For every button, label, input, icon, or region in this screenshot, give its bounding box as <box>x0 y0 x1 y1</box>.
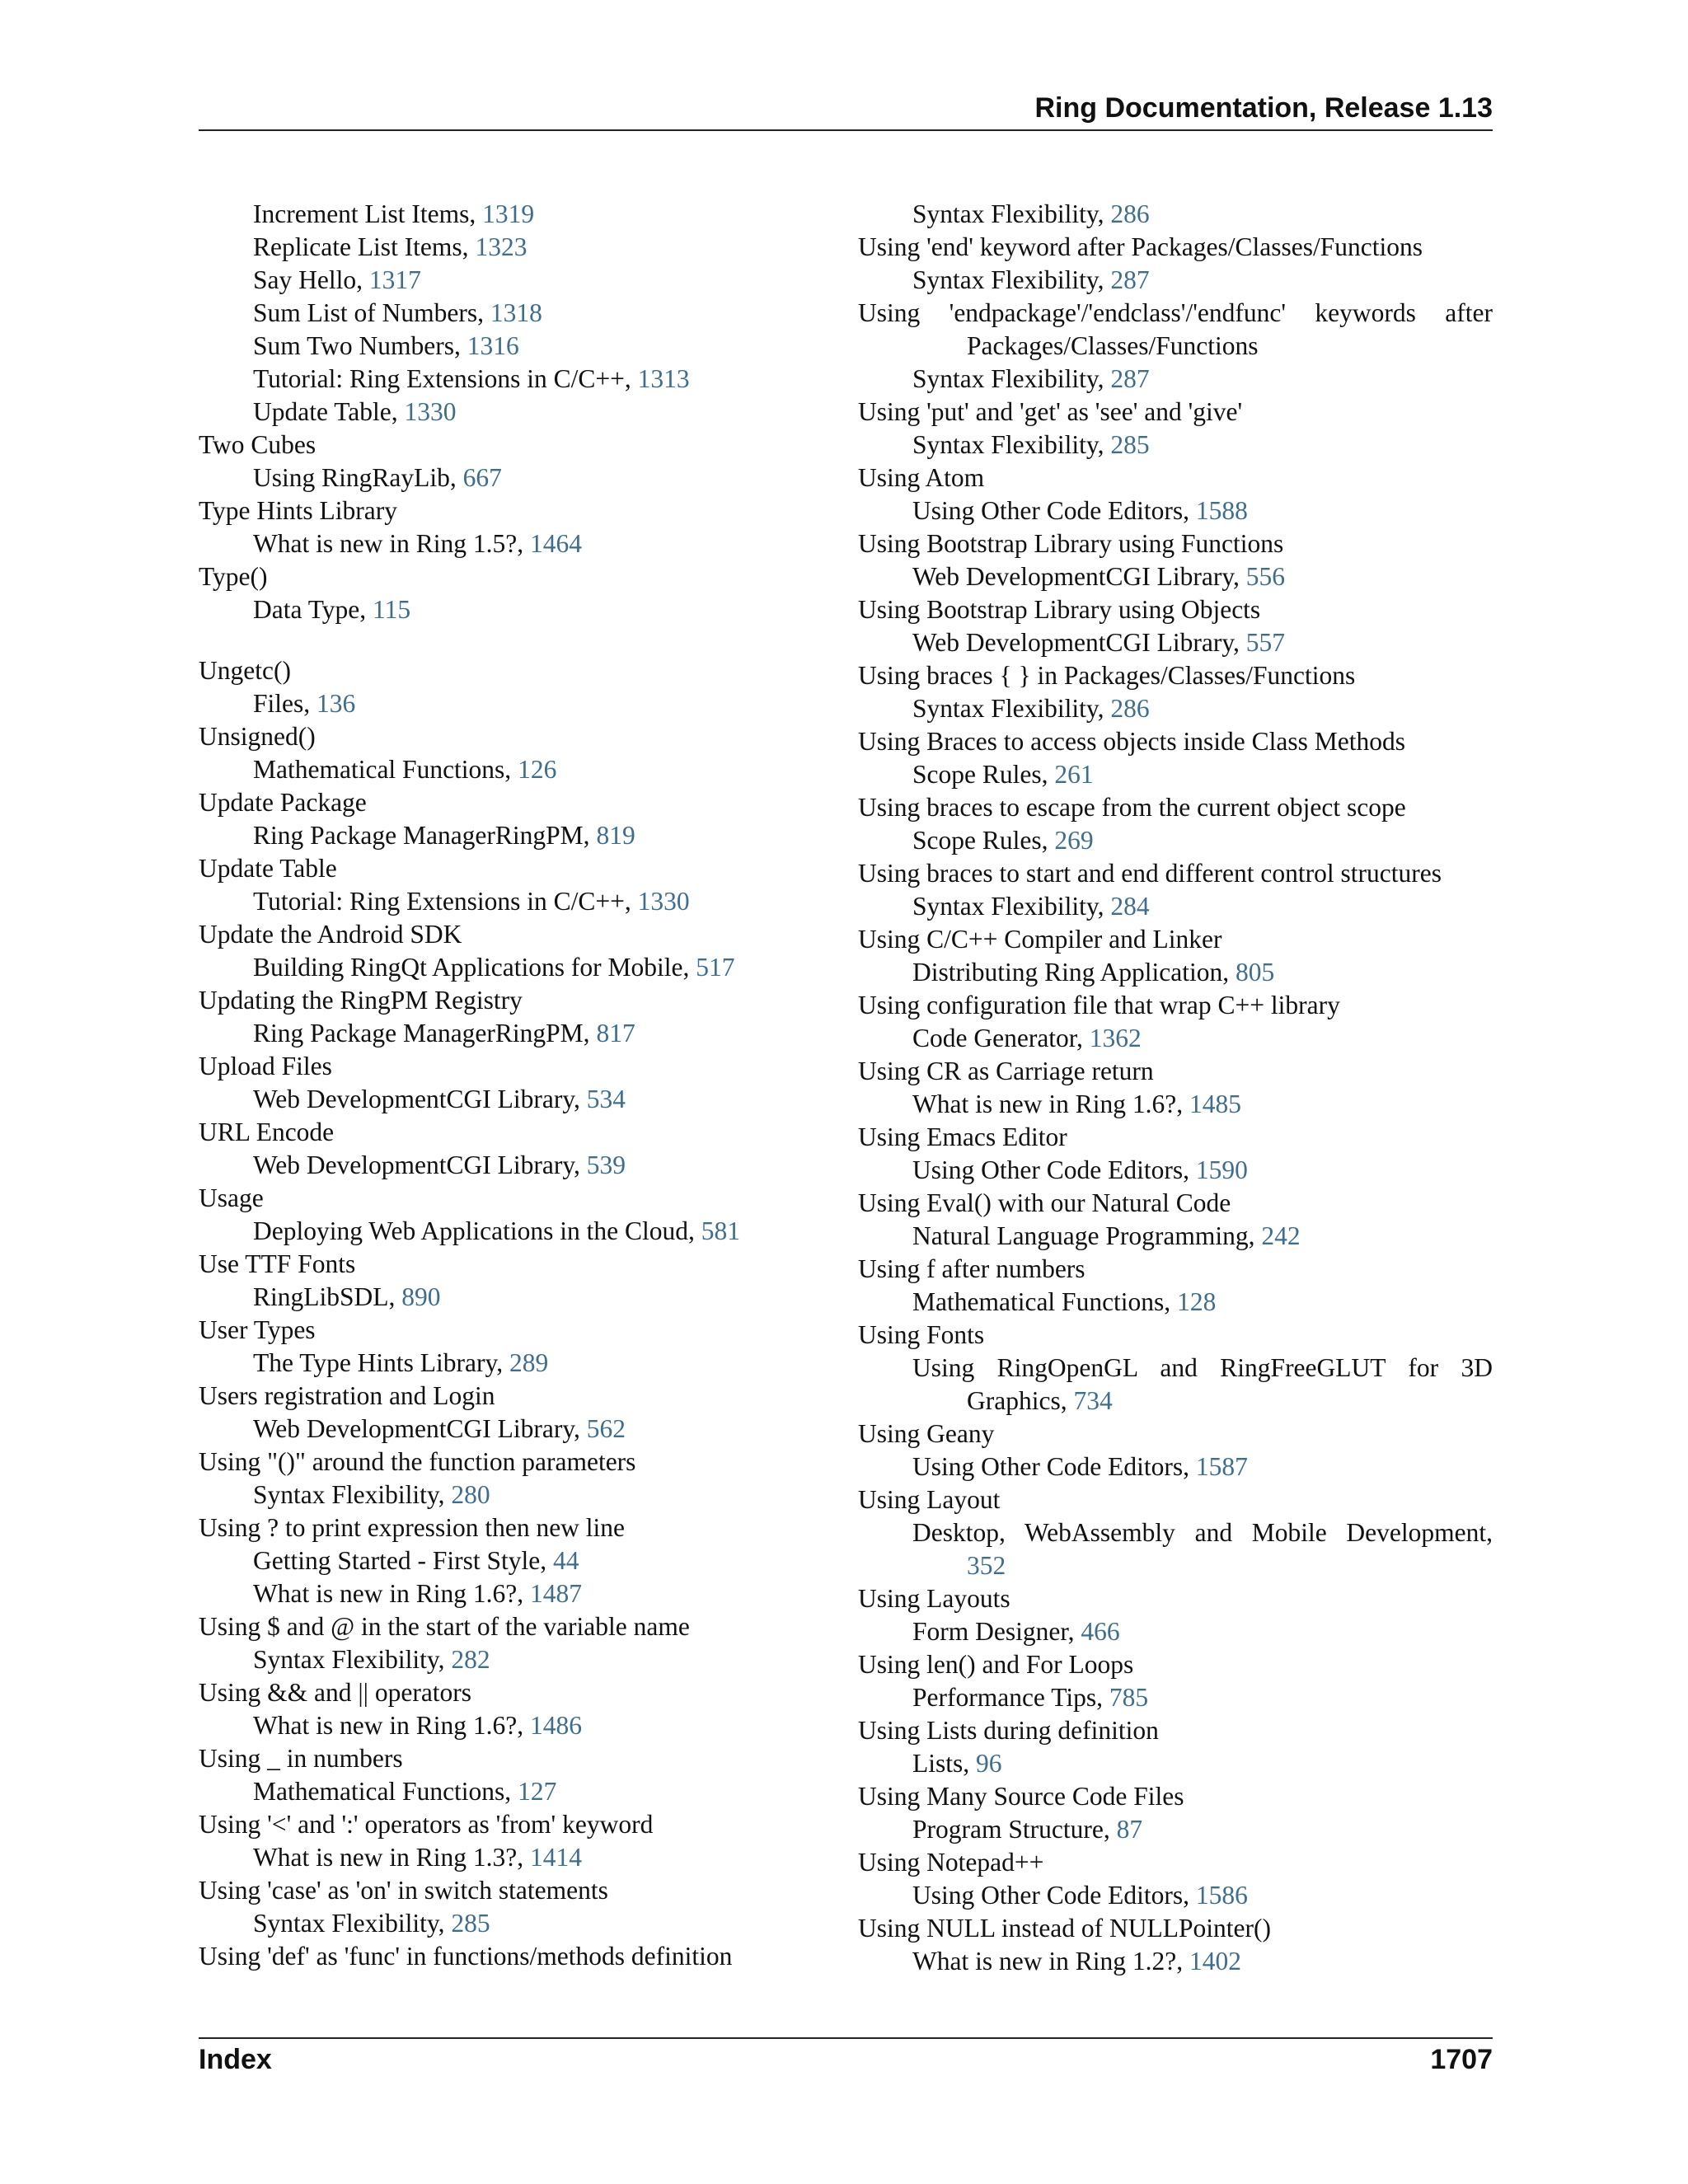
index-subentry <box>199 951 833 984</box>
page-link[interactable]: 128 <box>1177 1287 1217 1316</box>
index-entry-text: Web DevelopmentCGI Library, <box>253 1151 587 1179</box>
index-term <box>858 231 1493 264</box>
page-link[interactable]: 269 <box>1054 826 1094 855</box>
index-entry-text: Syntax Flexibility, <box>912 265 1111 294</box>
index-entry-text: Ungetc() <box>199 656 291 685</box>
index-term <box>858 1187 1493 1220</box>
index-term <box>858 1780 1493 1813</box>
index-entry-text: Update Package <box>199 788 367 817</box>
index-entry-text: Using Other Code Editors, <box>912 496 1196 525</box>
page-link[interactable]: 352 <box>967 1551 1006 1580</box>
page-link[interactable]: 1323 <box>475 232 528 261</box>
index-term <box>858 1912 1493 1945</box>
index-term <box>858 462 1493 494</box>
index-entry-text: Data Type, <box>253 595 373 624</box>
page-link[interactable]: 466 <box>1081 1617 1120 1646</box>
index-entry-text: Using Bootstrap Library using Objects <box>858 595 1261 624</box>
page-link[interactable]: 96 <box>976 1749 1002 1778</box>
index-term <box>858 1846 1493 1879</box>
index-term <box>199 984 833 1017</box>
page-link[interactable]: 126 <box>518 755 557 784</box>
index-subentry <box>199 1017 833 1050</box>
index-entry-text: Using braces to start and end different control structures <box>858 859 1442 888</box>
index-subentry <box>858 1879 1493 1912</box>
index-subentry <box>199 396 833 429</box>
index-term <box>199 1116 833 1149</box>
index-entry-text: Using Bootstrap Library using Functions <box>858 529 1284 558</box>
index-subentry <box>199 363 833 396</box>
index-subentry <box>858 890 1493 923</box>
index-subentry <box>858 1451 1493 1483</box>
index-subentry <box>199 1544 833 1577</box>
index-subentry <box>199 1149 833 1182</box>
page-link[interactable]: 517 <box>696 953 735 982</box>
index-subentry <box>199 264 833 297</box>
page-link[interactable]: 1319 <box>482 199 535 228</box>
page-link[interactable]: 890 <box>401 1282 441 1311</box>
index-entry-text: Using Layouts <box>858 1584 1010 1613</box>
index-subentry <box>199 297 833 330</box>
index-entry-text: Scope Rules, <box>912 826 1055 855</box>
index-term <box>199 1248 833 1281</box>
index-subentry <box>858 692 1493 725</box>
index-entry-text: Update the Android SDK <box>199 920 462 949</box>
index-entry-text: Using Other Code Editors, <box>912 1452 1196 1481</box>
index-entry-text: URL Encode <box>199 1118 335 1146</box>
page-link[interactable]: 287 <box>1110 364 1150 393</box>
index-entry-text: Users registration and Login <box>199 1381 495 1410</box>
page-link[interactable]: 261 <box>1054 760 1094 789</box>
index-entry-text: Using Layout <box>858 1485 1001 1514</box>
page-link[interactable]: 242 <box>1261 1221 1301 1250</box>
index-entry-text: Natural Language Programming, <box>912 1221 1262 1250</box>
footer-section-label: Index <box>199 2044 272 2075</box>
index-entry-text: Using 'put' and 'get' as 'see' and 'give' <box>858 397 1243 426</box>
index-term <box>858 1582 1493 1615</box>
index-subentry <box>858 1286 1493 1319</box>
index-entry-text: Mathematical Functions, <box>253 755 518 784</box>
page-link[interactable]: 1313 <box>637 364 690 393</box>
page-link[interactable]: 805 <box>1236 958 1275 987</box>
index-entry-text: Update Table <box>199 854 337 883</box>
index-entry-text: Graphics, <box>967 1386 1074 1415</box>
footer-rule <box>199 2037 1493 2039</box>
page-link[interactable]: 1590 <box>1195 1155 1248 1184</box>
index-entry-text: User Types <box>199 1315 316 1344</box>
index-entry-text: Using Other Code Editors, <box>912 1881 1196 1910</box>
page-link[interactable]: 136 <box>316 689 356 718</box>
page-link[interactable]: 581 <box>701 1216 740 1245</box>
index-subentry <box>858 1022 1493 1055</box>
index-entry-text: Using Braces to access objects inside Class Methods <box>858 727 1406 756</box>
index-subentry <box>199 231 833 264</box>
index-term <box>199 1050 833 1083</box>
index-subentry <box>858 264 1493 297</box>
index-entry-text: Performance Tips, <box>912 1683 1109 1712</box>
index-entry-text: Using Notepad++ <box>858 1848 1044 1877</box>
index-entry-text: Using len() and For Loops <box>858 1650 1134 1679</box>
page-link[interactable]: 667 <box>462 463 502 492</box>
index-subentry <box>858 198 1493 231</box>
index-entry-text: Using Atom <box>858 463 985 492</box>
index-term <box>858 297 1493 330</box>
index-term <box>858 1418 1493 1451</box>
index-subentry <box>199 462 833 494</box>
index-entry-text: Using f after numbers <box>858 1254 1085 1283</box>
index-continuation <box>858 1385 1493 1418</box>
page-link[interactable]: 282 <box>451 1645 490 1674</box>
index-entry-text: Using C/C++ Compiler and Linker <box>858 925 1222 954</box>
index-entry-text: Getting Started - First Style, <box>253 1546 553 1575</box>
index-term <box>858 659 1493 692</box>
index-subentry <box>199 1215 833 1248</box>
index-term <box>858 923 1493 956</box>
index-entry-text: Deploying Web Applications in the Cloud, <box>253 1216 701 1245</box>
index-term <box>858 396 1493 429</box>
page-link[interactable]: 785 <box>1109 1683 1149 1712</box>
index-entry-text: Scope Rules, <box>912 760 1055 789</box>
page-link[interactable]: 1487 <box>529 1579 582 1608</box>
index-subentry <box>199 1083 833 1116</box>
index-subentry <box>199 1643 833 1676</box>
index-entry-text: Web DevelopmentCGI Library, <box>912 628 1246 657</box>
index-entry-text: Using Lists during definition <box>858 1716 1159 1745</box>
page-link[interactable]: 534 <box>586 1085 626 1113</box>
index-column-right <box>858 198 1493 1978</box>
page-link[interactable]: 44 <box>552 1546 579 1575</box>
index-term <box>199 560 833 593</box>
index-subentry <box>199 753 833 786</box>
index-entry-text: Desktop, WebAssembly and Mobile Development, <box>912 1518 1493 1547</box>
index-term <box>199 852 833 885</box>
index-entry-text: What is new in Ring 1.2?, <box>912 1947 1189 1975</box>
page-link[interactable]: 562 <box>586 1414 626 1443</box>
index-subentry <box>199 593 833 626</box>
index-term <box>858 791 1493 824</box>
index-subentry <box>858 626 1493 659</box>
index-entry-text: Using 'case' as 'on' in switch statements <box>199 1876 608 1905</box>
index-entry-text: Syntax Flexibility, <box>912 892 1111 921</box>
index-continuation <box>858 1549 1493 1582</box>
page-link[interactable]: 1464 <box>529 529 582 558</box>
index-entry-text: Tutorial: Ring Extensions in C/C++, <box>253 887 638 916</box>
index-entry-text: Using "()" around the function parameters <box>199 1447 636 1476</box>
page-link[interactable]: 819 <box>596 821 635 850</box>
index-entry-text: Using Other Code Editors, <box>912 1155 1196 1184</box>
page-link[interactable]: 1317 <box>368 265 421 294</box>
index-entry-text: Two Cubes <box>199 430 316 459</box>
index-term <box>858 1121 1493 1154</box>
index-subentry <box>858 560 1493 593</box>
index-continuation <box>858 330 1493 363</box>
index-term <box>858 1319 1493 1352</box>
index-entry-text: Using && and || operators <box>199 1678 472 1707</box>
index-entry-text: Using CR as Carriage return <box>858 1057 1154 1085</box>
index-subentry <box>858 1813 1493 1846</box>
index-term <box>858 1483 1493 1516</box>
index-subentry <box>858 363 1493 396</box>
index-subentry <box>199 885 833 918</box>
index-entry-text: Syntax Flexibility, <box>253 1480 452 1509</box>
index-entry-text: Using Geany <box>858 1419 995 1448</box>
index-term <box>199 1610 833 1643</box>
index-subentry <box>199 527 833 560</box>
page-link[interactable]: 1402 <box>1189 1947 1241 1975</box>
index-entry-text: Increment List Items, <box>253 199 483 228</box>
index-entry-text: Syntax Flexibility, <box>912 364 1111 393</box>
index-entry-text: What is new in Ring 1.6?, <box>253 1579 530 1608</box>
index-entry-text: Mathematical Functions, <box>912 1287 1178 1316</box>
page-link[interactable]: 280 <box>451 1480 490 1509</box>
page-link[interactable]: 1330 <box>637 887 690 916</box>
header-rule <box>199 129 1493 131</box>
index-column-left <box>199 198 833 1973</box>
page-link[interactable]: 817 <box>596 1019 635 1047</box>
index-entry-text: Program Structure, <box>912 1815 1117 1844</box>
running-header-title: Ring Documentation, Release 1.13 <box>1034 92 1493 124</box>
index-term <box>199 1446 833 1479</box>
page-link[interactable]: 287 <box>1110 265 1150 294</box>
index-entry-text: Syntax Flexibility, <box>912 199 1111 228</box>
page-link[interactable]: 115 <box>373 595 411 624</box>
index-entry-text: Using Eval() with our Natural Code <box>858 1188 1231 1217</box>
index-subentry <box>858 1088 1493 1121</box>
index-subentry <box>199 1709 833 1742</box>
page-link[interactable]: 286 <box>1110 199 1150 228</box>
index-entry-text: Updating the RingPM Registry <box>199 986 523 1015</box>
index-entry-text: Type Hints Library <box>199 496 397 525</box>
index-entry-text: Using Fonts <box>858 1320 985 1349</box>
index-entry-text: The Type Hints Library, <box>253 1348 509 1377</box>
index-entry-text: Sum List of Numbers, <box>253 298 490 327</box>
index-letter-gap <box>199 626 833 654</box>
index-entry-text: What is new in Ring 1.6?, <box>253 1711 530 1740</box>
index-entry-text: Unsigned() <box>199 722 316 751</box>
index-entry-text: Use TTF Fonts <box>199 1249 356 1278</box>
index-subentry <box>858 1681 1493 1714</box>
index-entry-text: RingLibSDL, <box>253 1282 402 1311</box>
index-entry-text: Using RingOpenGL and RingFreeGLUT for 3D <box>912 1353 1493 1382</box>
index-subentry <box>858 494 1493 527</box>
index-subentry <box>199 819 833 852</box>
index-subentry <box>199 1577 833 1610</box>
index-entry-text: Using 'def' as 'func' in functions/methods definition <box>199 1942 733 1971</box>
index-entry-text: Using NULL instead of NULLPointer() <box>858 1914 1271 1943</box>
index-term <box>199 429 833 462</box>
index-term <box>858 527 1493 560</box>
index-term <box>199 786 833 819</box>
index-subentry <box>199 1775 833 1808</box>
index-term <box>199 1380 833 1413</box>
index-subentry <box>199 330 833 363</box>
page-link[interactable]: 1586 <box>1195 1881 1248 1910</box>
index-term <box>858 1253 1493 1286</box>
index-term <box>858 857 1493 890</box>
index-term <box>199 494 833 527</box>
index-subentry <box>858 429 1493 462</box>
page-link[interactable]: 127 <box>518 1777 557 1806</box>
page-link[interactable]: 1330 <box>404 397 457 426</box>
index-term <box>199 1742 833 1775</box>
page-link[interactable]: 1318 <box>490 298 542 327</box>
index-subentry <box>858 1516 1493 1549</box>
page-link[interactable]: 1414 <box>529 1843 582 1872</box>
index-entry-text: What is new in Ring 1.5?, <box>253 529 530 558</box>
index-entry-text: Using Many Source Code Files <box>858 1782 1184 1811</box>
index-entry-text: Distributing Ring Application, <box>912 958 1236 987</box>
index-entry-text: Using _ in numbers <box>199 1744 403 1773</box>
index-term <box>858 1648 1493 1681</box>
page-link[interactable]: 1316 <box>467 331 519 360</box>
index-subentry <box>199 1281 833 1314</box>
index-term <box>858 1714 1493 1747</box>
index-term <box>199 654 833 687</box>
page-link[interactable]: 1588 <box>1195 496 1248 525</box>
index-subentry <box>858 1615 1493 1648</box>
index-entry-text: Lists, <box>912 1749 977 1778</box>
index-entry-text: Web DevelopmentCGI Library, <box>912 562 1246 591</box>
page-link[interactable]: 557 <box>1245 628 1286 657</box>
index-subentry <box>199 687 833 720</box>
index-entry-text: Using '<' and ':' operators as 'from' keyword <box>199 1810 654 1839</box>
index-entry-text: Using braces to escape from the current object scope <box>858 793 1406 822</box>
index-term <box>199 1808 833 1841</box>
index-subentry <box>199 1479 833 1511</box>
index-entry-text: Ring Package ManagerRingPM, <box>253 821 597 850</box>
index-subentry <box>858 758 1493 791</box>
page-link[interactable]: 1486 <box>529 1711 582 1740</box>
index-entry-text: Code Generator, <box>912 1024 1090 1052</box>
index-subentry <box>199 1841 833 1874</box>
index-term <box>858 593 1493 626</box>
page-link[interactable]: 285 <box>451 1909 490 1938</box>
index-entry-text: Usage <box>199 1183 264 1212</box>
index-subentry <box>858 1220 1493 1253</box>
page-link[interactable]: 285 <box>1110 430 1150 459</box>
index-entry-text: Web DevelopmentCGI Library, <box>253 1414 587 1443</box>
page-link[interactable]: 289 <box>509 1348 549 1377</box>
page-link[interactable]: 556 <box>1245 562 1286 591</box>
index-term <box>858 725 1493 758</box>
index-term <box>199 1874 833 1907</box>
index-entry-text: Using Emacs Editor <box>858 1122 1067 1151</box>
index-entry-text: Upload Files <box>199 1052 332 1080</box>
page-link[interactable]: 286 <box>1110 694 1150 723</box>
index-term <box>199 1182 833 1215</box>
index-entry-text: Using braces { } in Packages/Classes/Functions <box>858 661 1356 690</box>
index-entry-text: Using RingRayLib, <box>253 463 463 492</box>
index-subentry <box>199 1907 833 1940</box>
index-term <box>199 1314 833 1347</box>
index-subentry <box>199 198 833 231</box>
index-subentry <box>858 1352 1493 1385</box>
index-subentry <box>858 956 1493 989</box>
index-entry-text: Using $ and @ in the start of the variable name <box>199 1612 690 1641</box>
page-link[interactable]: 1362 <box>1089 1024 1142 1052</box>
index-term <box>858 1055 1493 1088</box>
page-link[interactable]: 734 <box>1073 1386 1113 1415</box>
index-entry-text: Using 'end' keyword after Packages/Classes/Functions <box>858 232 1423 261</box>
page-link[interactable]: 539 <box>586 1151 626 1179</box>
index-term <box>199 720 833 753</box>
index-term <box>199 1940 833 1973</box>
page-link[interactable]: 284 <box>1110 892 1150 921</box>
index-term <box>199 918 833 951</box>
index-entry-text: Mathematical Functions, <box>253 1777 518 1806</box>
index-entry-text: Syntax Flexibility, <box>912 430 1111 459</box>
index-entry-text: Syntax Flexibility, <box>253 1645 452 1674</box>
index-term <box>199 1676 833 1709</box>
index-entry-text: Using ? to print expression then new line <box>199 1513 626 1542</box>
index-entry-text: Files, <box>253 689 317 718</box>
index-entry-text: Syntax Flexibility, <box>253 1909 452 1938</box>
index-entry-text: Sum Two Numbers, <box>253 331 467 360</box>
index-subentry <box>199 1413 833 1446</box>
index-entry-text: Form Designer, <box>912 1617 1081 1646</box>
index-term <box>199 1511 833 1544</box>
index-entry-text: Web DevelopmentCGI Library, <box>253 1085 587 1113</box>
index-entry-text: Ring Package ManagerRingPM, <box>253 1019 597 1047</box>
index-entry-text: Syntax Flexibility, <box>912 694 1111 723</box>
index-entry-text: Tutorial: Ring Extensions in C/C++, <box>253 364 638 393</box>
index-entry-text: Update Table, <box>253 397 405 426</box>
index-entry-text: What is new in Ring 1.6?, <box>912 1090 1189 1118</box>
index-entry-text: Replicate List Items, <box>253 232 476 261</box>
index-entry-text: Using 'endpackage'/'endclass'/'endfunc' keywords after <box>858 298 1493 327</box>
footer-page-number: 1707 <box>1430 2044 1493 2075</box>
index-subentry <box>858 1154 1493 1187</box>
page-link[interactable]: 87 <box>1116 1815 1143 1844</box>
index-entry-text: Using configuration file that wrap C++ library <box>858 991 1340 1019</box>
page-link[interactable]: 1485 <box>1189 1090 1241 1118</box>
page-link[interactable]: 1587 <box>1195 1452 1248 1481</box>
index-term <box>858 989 1493 1022</box>
index-subentry <box>199 1347 833 1380</box>
index-entry-text: Building RingQt Applications for Mobile, <box>253 953 696 982</box>
index-subentry <box>858 1945 1493 1978</box>
index-entry-text: What is new in Ring 1.3?, <box>253 1843 530 1872</box>
index-subentry <box>858 824 1493 857</box>
index-subentry <box>858 1747 1493 1780</box>
index-entry-text: Say Hello, <box>253 265 369 294</box>
index-entry-text: Type() <box>199 562 268 591</box>
index-entry-text: Packages/Classes/Functions <box>967 331 1259 360</box>
